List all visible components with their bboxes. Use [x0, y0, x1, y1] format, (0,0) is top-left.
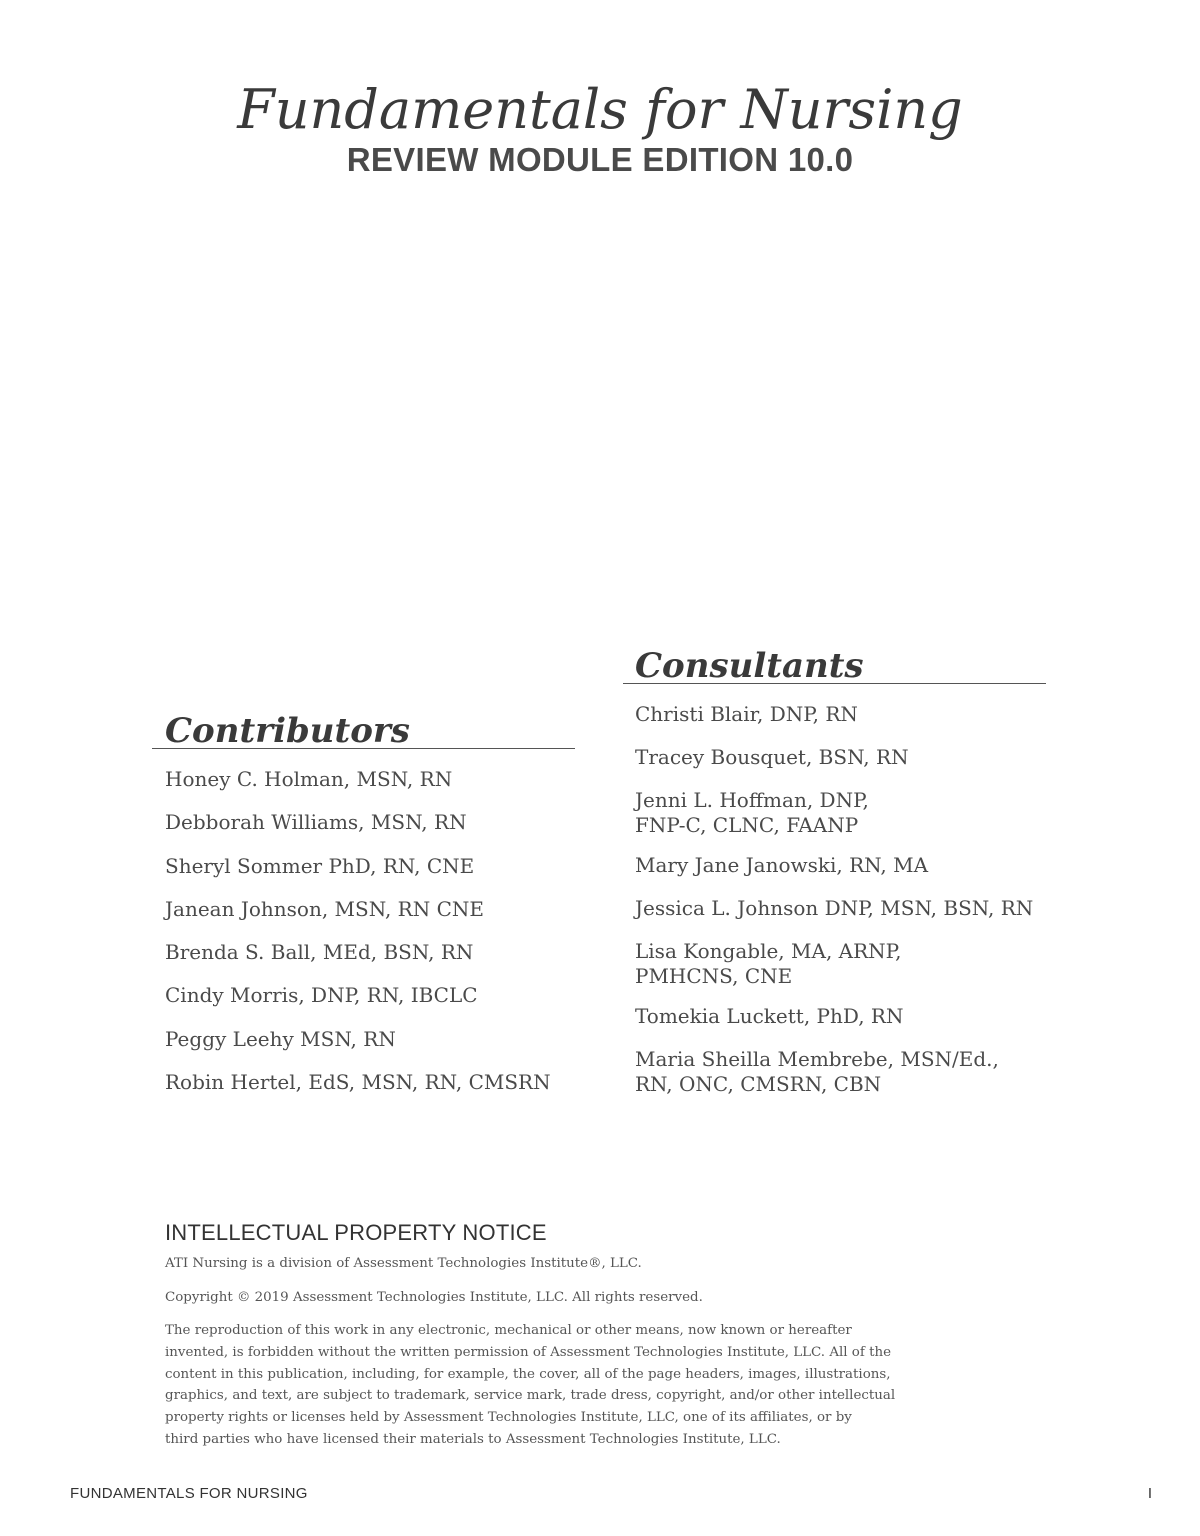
ip-body-text	[165, 1320, 945, 1451]
consultants-divider	[623, 683, 1046, 684]
list-item: Janean Johnson, MSN, RN CNE	[165, 896, 484, 921]
ip-body-line: property rights or licenses held by Assessment Technologies Institute, LLC, one of its affiliates, or by	[165, 1410, 852, 1426]
ip-body-line: content in this publication, including, for example, the cover, all of the page headers, images, illustrations,	[165, 1366, 891, 1382]
list-item: Jessica L. Johnson DNP, MSN, BSN, RN	[635, 896, 1034, 920]
list-item: Christi Blair, DNP, RN	[635, 702, 858, 726]
list-item: Peggy Leehy MSN, RN	[165, 1026, 396, 1051]
list-item: Brenda S. Ball, MEd, BSN, RN	[165, 940, 474, 965]
list-item: Debborah Williams, MSN, RN	[165, 810, 467, 835]
book-title: Fundamentals for Nursing	[237, 78, 963, 141]
list-item: Sheryl Sommer PhD, RN, CNE	[165, 853, 475, 878]
list-item: Robin Hertel, EdS, MSN, RN, CMSRN	[165, 1070, 551, 1095]
contributors-list	[165, 767, 575, 1113]
list-item: Tomekia Luckett, PhD, RN	[635, 1004, 904, 1028]
ip-body-line: invented, is forbidden without the written permission of Assessment Technologies Institute, LLC. All of the	[165, 1344, 892, 1360]
page-number: I	[1147, 1485, 1152, 1502]
ip-copyright-text: Copyright © 2019 Assessment Technologies Institute, LLC. All rights reserved.	[165, 1290, 703, 1305]
footer-running-title: FUNDAMENTALS FOR NURSING	[70, 1485, 308, 1502]
list-item: Mary Jane Janowski, RN, MA	[635, 853, 929, 877]
list-item: Tracey Bousquet, BSN, RN	[635, 745, 909, 769]
list-item: Maria Sheilla Membrebe, MSN/Ed., RN, ONC, CMSRN, CBN	[635, 1047, 999, 1096]
ip-notice-heading: INTELLECTUAL PROPERTY NOTICE	[165, 1220, 547, 1245]
ip-body-line: The reproduction of this work in any electronic, mechanical or other means, now known or hereafter	[165, 1323, 852, 1338]
ip-body-line: graphics, and text, are subject to trademark, service mark, trade dress, copyright, and/or other intellectual	[165, 1388, 896, 1404]
contributors-heading: Contributors	[165, 711, 410, 751]
list-item: Cindy Morris, DNP, RN, IBCLC	[165, 983, 478, 1008]
consultants-heading: Consultants	[635, 646, 864, 686]
book-subtitle: REVIEW MODULE EDITION 10.0	[346, 141, 854, 178]
list-item: Honey C. Holman, MSN, RN	[165, 767, 453, 791]
list-item: Jenni L. Hoffman, DNP, FNP-C, CLNC, FAANP	[635, 788, 869, 837]
ip-body-line: third parties who have licensed their materials to Assessment Technologies Institute, LLC.	[165, 1431, 781, 1447]
ip-division-text: ATI Nursing is a division of Assessment Technologies Institute®, LLC.	[165, 1256, 642, 1271]
list-item: Lisa Kongable, MA, ARNP, PMHCNS, CNE	[635, 939, 902, 988]
contributors-divider	[152, 748, 575, 749]
consultants-list	[635, 702, 1055, 1112]
